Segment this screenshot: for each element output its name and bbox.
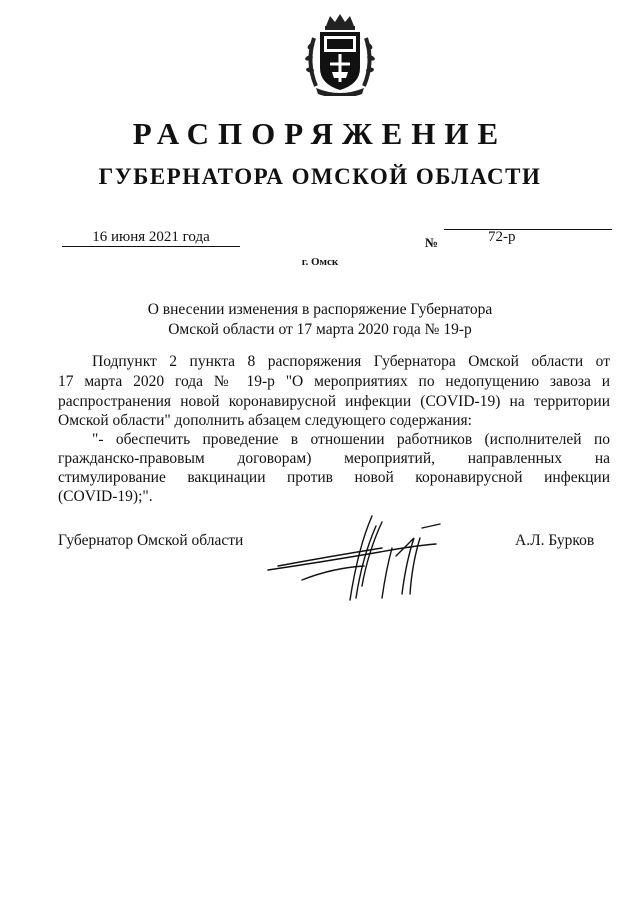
body-line: стимулирование вакцинации против новой коронавирусной инфекции (58, 469, 610, 486)
body-line: 17 марта 2020 года № 19-р "О мероприятиях по недопущению завоза и (58, 373, 610, 390)
body-line: Подпункт 2 пункта 8 распоряжения Губернатора Омской области от (92, 353, 610, 370)
body-line: гражданско-правовым договорам) мероприятий, направленных на (58, 450, 610, 467)
coat-of-arms-icon (302, 12, 378, 96)
body-line: "- обеспечить проведение в отношении работников (исполнителей по (92, 431, 610, 448)
number-label: № (425, 235, 439, 250)
document-subtitle: ГУБЕРНАТОРА ОМСКОЙ ОБЛАСТИ (98, 164, 542, 189)
city: г. Омск (301, 256, 339, 268)
body-line: распространения новой коронавирусной инфекции (COVID-19) на территории (58, 393, 610, 410)
document-number-field (444, 229, 612, 245)
body-line: Омской области" дополнить абзацем следующего содержания: (58, 412, 472, 429)
signatory-position: Губернатор Омской области (58, 532, 244, 549)
subject-line: Омской области от 17 марта 2020 года № 19-р (168, 321, 472, 338)
document-subject (0, 300, 640, 340)
document-number: 72-р (488, 229, 516, 245)
document-date: 16 июня 2021 года (62, 229, 240, 247)
subject-line: О внесении изменения в распоряжение Губернатора (147, 301, 493, 318)
document-title: РАСПОРЯЖЕНИЕ (132, 116, 508, 151)
signatory-name: А.Л. Бурков (515, 532, 595, 549)
handwritten-signature-icon (262, 508, 462, 608)
body-line: (COVID-19);". (58, 488, 153, 505)
